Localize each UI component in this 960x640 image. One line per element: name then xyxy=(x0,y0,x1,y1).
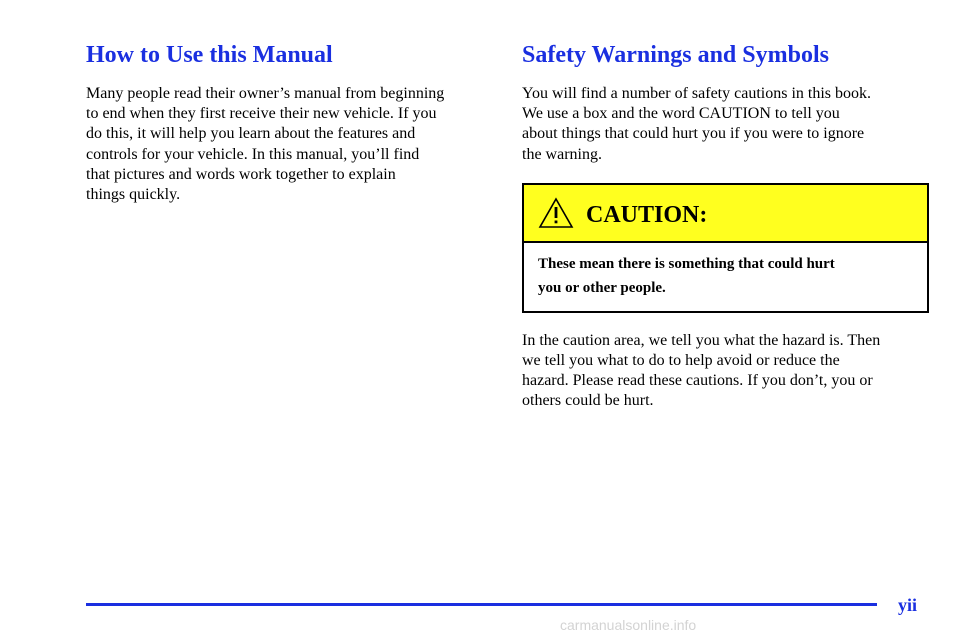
caution-line: you or other people. xyxy=(538,279,666,296)
caution-explanation-paragraph xyxy=(522,331,930,412)
paragraph-line: controls for your vehicle. In this manual, you’ll find xyxy=(86,145,420,163)
caution-body xyxy=(524,243,927,311)
footer-rule xyxy=(86,603,877,606)
caution-line: These mean there is something that could hurt xyxy=(538,255,835,272)
paragraph-line: You will find a number of safety cautions in this book. xyxy=(522,85,872,102)
safety-intro-paragraph xyxy=(522,84,930,165)
paragraph-line: do this, it will help you learn about the features and xyxy=(86,125,416,143)
paragraph-line: things quickly. xyxy=(86,186,181,204)
paragraph-line: Many people read their owner’s manual from beginning xyxy=(86,85,445,102)
caution-box xyxy=(522,183,929,313)
paragraph-line: that pictures and words work together to explain xyxy=(86,165,396,183)
section-heading-safety-warnings: Safety Warnings and Symbols xyxy=(522,42,829,68)
paragraph-line: we tell you what to do to help avoid or reduce the xyxy=(522,352,840,370)
paragraph-line: the warning. xyxy=(522,145,602,163)
paragraph-line: to end when they first receive their new vehicle. If you xyxy=(86,105,437,123)
warning-triangle-icon xyxy=(538,197,574,229)
paragraph-line: others could be hurt. xyxy=(522,392,654,410)
caution-title: CAUTION: xyxy=(586,201,708,228)
paragraph-line: In the caution area, we tell you what the hazard is. Then xyxy=(522,331,881,349)
page-number: yii xyxy=(898,595,918,615)
intro-paragraph xyxy=(86,84,486,205)
paragraph-line: about things that could hurt you if you were to ignore xyxy=(522,125,865,143)
section-heading-how-to-use: How to Use this Manual xyxy=(86,42,333,68)
watermark: carmanualsonline.info xyxy=(560,617,697,633)
left-column xyxy=(86,38,486,205)
paragraph-line: We use a box and the word CAUTION to tell you xyxy=(522,105,840,123)
right-column xyxy=(522,38,930,412)
paragraph-line: hazard. Please read these cautions. If you don’t, you or xyxy=(522,372,873,390)
caution-header xyxy=(524,185,927,243)
